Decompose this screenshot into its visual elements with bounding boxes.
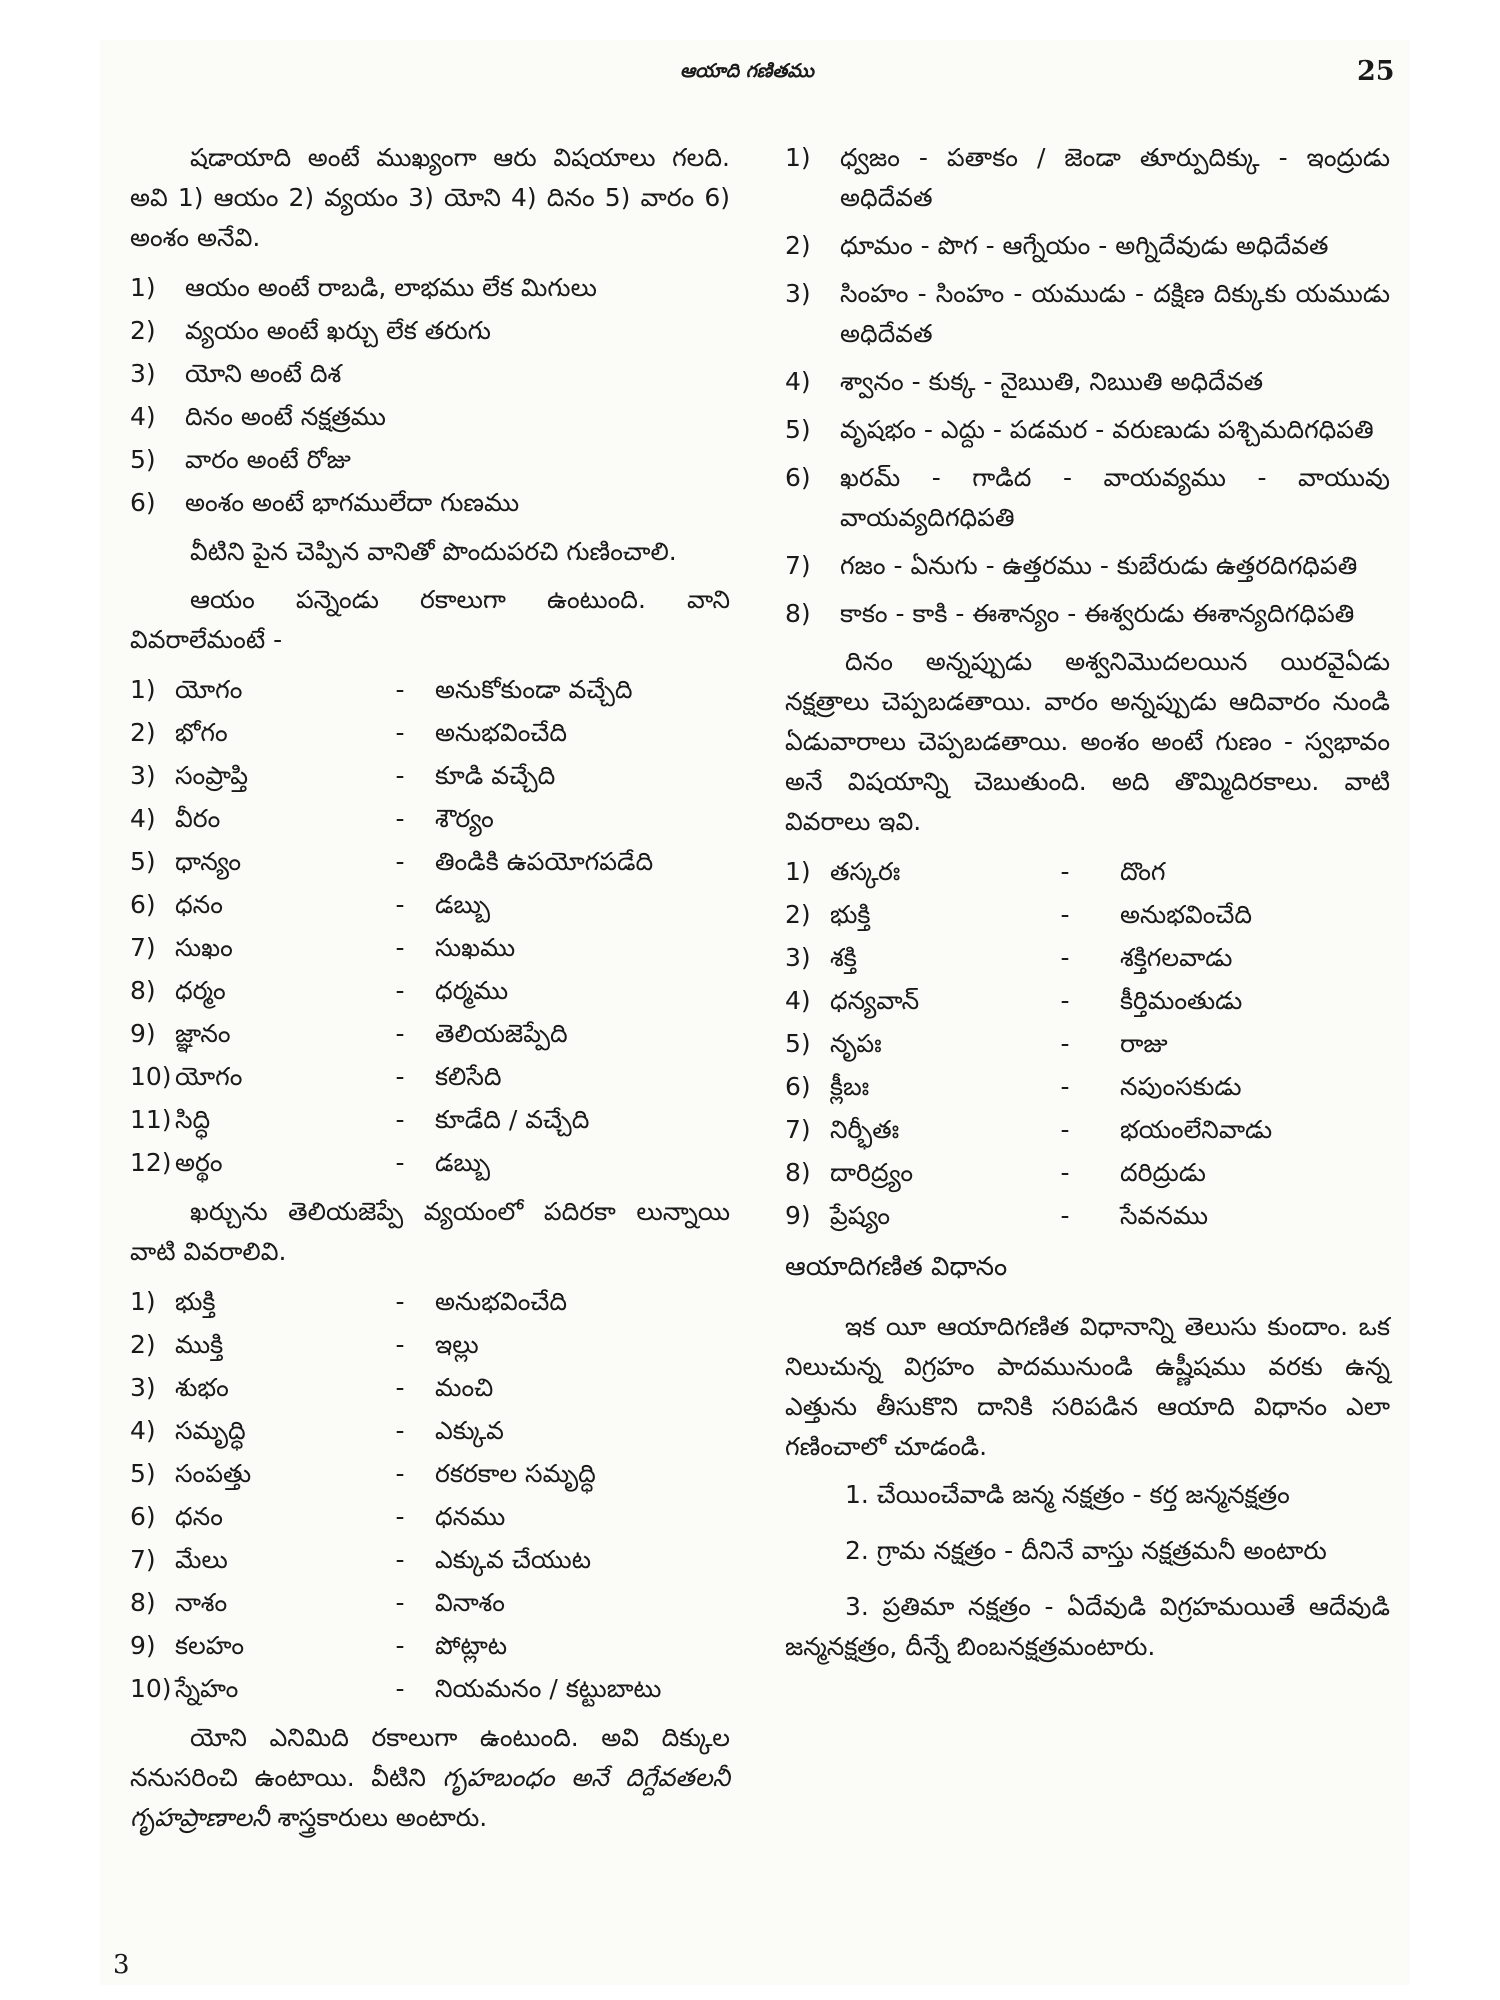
nakshatra-item: 3. ప్రతిమా నక్షత్రం - ఏదేవుడి విగ్రహమయితే ఆదేవుడి జన్మనక్షత్రం, దీన్నే బింబనక్షత్రమంటారు.	[785, 1592, 1390, 1661]
left-column	[130, 138, 730, 1846]
list-item: 2) ధూమం - పొగ - ఆగ్నేయం - అగ్నిదేవుడు అధిదేవత	[785, 231, 1329, 260]
section-heading: ఆయాదిగణిత విధానం	[785, 1252, 1008, 1282]
list-item: 8) దారిద్ర్యం - దరిద్రుడు	[785, 1158, 1206, 1187]
list-item: 3) యోని అంటే దిశ	[130, 359, 342, 388]
yoni-list	[785, 138, 1390, 634]
list-item: 6) ధనం - ధనము	[130, 1502, 506, 1531]
list-item: 5) వృషభం - ఎద్దు - పడమర - వరుణుడు పశ్చిమదిగధిపతి	[785, 415, 1374, 444]
list-item: 3) శుభం - మంచి	[130, 1373, 494, 1402]
list-item: 9) ప్రేష్యం - సేవనము	[785, 1201, 1208, 1230]
list-item: 10) యోగం - కలిసేది	[130, 1062, 502, 1091]
list-item: 8) ధర్మం - ధర్మము	[130, 976, 509, 1005]
list-item: 4) దినం అంటే నక్షత్రము	[130, 402, 386, 431]
paragraph: ఆయం పన్నెండు రకాలుగా ఉంటుంది. వాని వివరాలేమంటే -	[130, 585, 730, 654]
footer-number: 3	[113, 1950, 130, 1980]
paragraph: వీటిని పైన చెప్పిన వానితో పొందుపరచి గుణించాలి.	[190, 537, 677, 566]
list-item: 11) సిద్ధి - కూడేది / వచ్చేది	[130, 1105, 590, 1134]
list-item: 2) భుక్తి - అనుభవించేది	[785, 900, 1253, 929]
list-item: 9) కలహం - పోట్లాట	[130, 1631, 508, 1660]
list-item: 1) యోగం - అనుకోకుండా వచ్చేది	[130, 675, 633, 704]
list-item: 7) మేలు - ఎక్కువ చేయుట	[130, 1545, 591, 1574]
list-item: 8) కాకం - కాకి - ఈశాన్యం - ఈశ్వరుడు ఈశాన్యదిగధిపతి	[785, 599, 1355, 628]
list-item: 7) గజం - ఏనుగు - ఉత్తరము - కుబేరుడు ఉత్తరదిగధిపతి	[785, 551, 1358, 580]
intro-paragraph: షడాయాది అంటే ముఖ్యంగా ఆరు విషయాలు గలది. అవి 1) ఆయం 2) వ్యయం 3) యోని 4) దినం 5) వారం 6) అంశం అనేవి.	[130, 143, 730, 252]
list-item: 3) సింహం - సింహం - యముడు - దక్షిణ దిక్కుకు యముడు అధిదేవత	[785, 279, 1390, 348]
list-item: 5) ధాన్యం - తిండికి ఉపయోగపడేది	[130, 847, 654, 876]
list-item: 1) భుక్తి - అనుభవించేది	[130, 1287, 568, 1316]
list-item: 1) తస్కరః - దొంగ	[785, 857, 1166, 886]
list-item: 6) ఖరమ్ - గాడిద - వాయవ్యము - వాయువు వాయవ్యదిగధిపతి	[785, 463, 1390, 532]
paragraph: ఖర్చును తెలియజెప్పే వ్యయంలో పదిరకా లున్నాయి వాటి వివరాలివి.	[130, 1197, 730, 1266]
list-item: 3) శక్తి - శక్తిగలవాడు	[785, 943, 1233, 972]
right-column	[785, 138, 1390, 1683]
nakshatra-item: 1. చేయించేవాడి జన్మ నక్షత్రం - కర్త జన్మనక్షత్రం	[845, 1480, 1290, 1509]
list-item: 1) ధ్వజం - పతాకం / జెండా తూర్పుదిక్కు - ఇంద్రుడు అధిదేవత	[785, 143, 1390, 212]
list-item: 5) సంపత్తు - రకరకాల సమృద్ధి	[130, 1459, 596, 1488]
list-item: 9) జ్ఞానం - తెలియజెప్పేది	[130, 1019, 568, 1048]
list-item: 3) సంప్రాప్తి - కూడి వచ్చేది	[130, 761, 556, 790]
list-item: 5) నృపః - రాజు	[785, 1029, 1168, 1058]
list-item: 6) ధనం - డబ్బు	[130, 890, 491, 919]
nakshatra-item: 2. గ్రామ నక్షత్రం - దీనినే వాస్తు నక్షత్రమనీ అంటారు	[845, 1536, 1327, 1565]
list-item: 4) శ్వానం - కుక్క - నైఋతి, నిఋతి అధిదేవత	[785, 367, 1264, 396]
list-item: 7) సుఖం - సుఖము	[130, 933, 516, 962]
paragraph: యోని ఎనిమిది రకాలుగా ఉంటుంది. అవి దిక్కుల ననుసరించి ఉంటాయి. వీటిని గృహబంధం అనే దిగ్దేవతలనీ గృహప్రాణాలనీ శాస్త్రకారులు అంటారు.	[130, 1723, 730, 1832]
list-item: 6) అంశం అంటే భాగములేదా గుణము	[130, 488, 520, 517]
list-item: 1) ఆయం అంటే రాబడి, లాభము లేక మిగులు	[130, 273, 597, 302]
running-header: ఆయాది గణితము	[680, 60, 814, 82]
list-item: 4) వీరం - శౌర్యం	[130, 804, 494, 833]
list-item: 5) వారం అంటే రోజు	[130, 445, 351, 474]
list-item: 12) అర్థం - డబ్బు	[130, 1148, 491, 1177]
amsam-list	[785, 850, 1390, 1237]
ayam-list	[130, 668, 730, 1184]
list-item: 2) ముక్తి - ఇల్లు	[130, 1330, 479, 1359]
list-item: 2) వ్యయం అంటే ఖర్చు లేక తరుగు	[130, 316, 491, 345]
list-item: 10) స్నేహం - నియమనం / కట్టుబాటు	[130, 1674, 662, 1703]
paragraph: దినం అన్నప్పుడు అశ్వనిమొదలయిన యిరవైఏడు నక్షత్రాలు చెప్పబడతాయి. వారం అన్నప్పుడు ఆదివారం నుండి ఏడువారాలు చెప్పబడతాయి. అంశం అంటే గుణం - స్వభావం అనే విషయాన్ని చెబుతుంది. అది తొమ్మిదిరకాలు. వాటి వివరాలు ఇవి.	[785, 647, 1390, 836]
vyayam-list	[130, 1280, 730, 1710]
paragraph: ఇక యీ ఆయాదిగణిత విధానాన్ని తెలుసు కుందాం. ఒక నిలుచున్న విగ్రహం పాదమునుండి ఉష్ణీషము వరకు ఉన్న ఎత్తును తీసుకొని దానికి సరిపడిన ఆయాది విధానం ఎలా గణించాలో చూడండి.	[785, 1312, 1390, 1461]
list-item: 8) నాశం - వినాశం	[130, 1588, 505, 1617]
list-item: 4) సమృద్ధి - ఎక్కువ	[130, 1416, 504, 1445]
list-item: 6) క్లీబః - నపుంసకుడు	[785, 1072, 1242, 1101]
definitions-list	[130, 266, 730, 524]
list-item: 4) ధన్యవాన్ - కీర్తిమంతుడు	[785, 986, 1243, 1015]
list-item: 2) భోగం - అనుభవించేది	[130, 718, 568, 747]
page-number: 25	[1357, 56, 1395, 87]
list-item: 7) నిర్భీతః - భయంలేనివాడు	[785, 1115, 1273, 1144]
